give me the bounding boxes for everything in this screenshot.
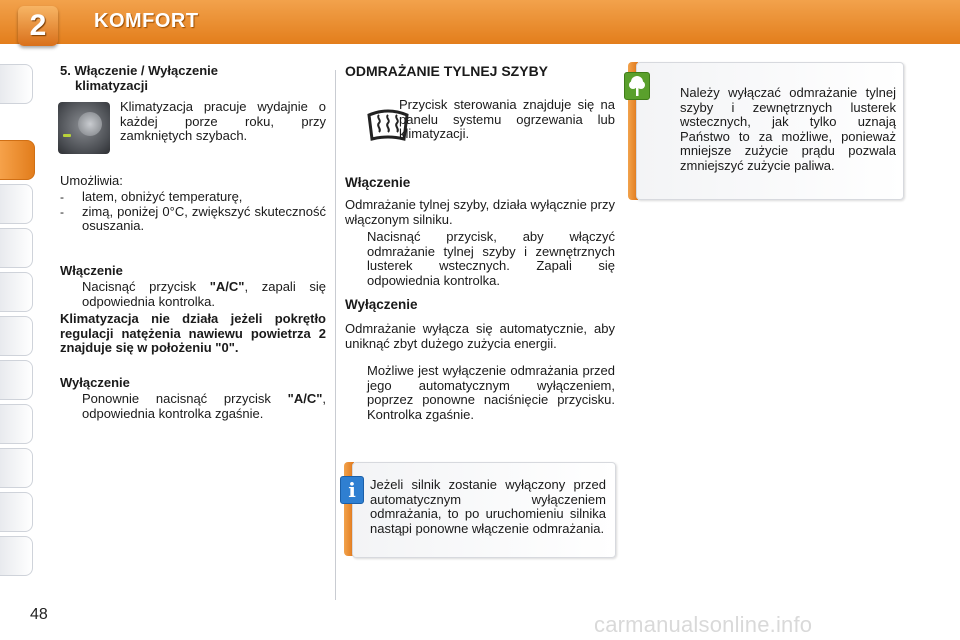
defrost-on-heading: Włączenie bbox=[345, 175, 411, 190]
ac-warning: Klimatyzacja nie działa jeżeli pokrętło regulacji natężenia nawiewu powietrza 2 znajduje się w położeniu "0". bbox=[60, 311, 326, 355]
ac-indicator-icon bbox=[63, 134, 71, 137]
rear-defrost-intro: Przycisk sterowania znajduje się na panelu systemu ogrzewania lub klimatyzacji. bbox=[399, 97, 615, 141]
info-box-text: Jeżeli silnik zostanie wyłączony przed automatycznym wyłączeniem odmrażania, to po uruchomieniu silnika nastąpi ponowne włączenie odmrażania. bbox=[370, 477, 606, 536]
defrost-on-text: Odmrażanie tylnej szyby, działa wyłącznie przy włączonym silniku. bbox=[345, 197, 615, 227]
enables-label: Umożliwia: bbox=[60, 173, 123, 188]
chapter-tab-3[interactable] bbox=[0, 184, 33, 224]
chapter-tab-11[interactable] bbox=[0, 536, 33, 576]
ac-off-instruction: Ponownie nacisnąć przycisk "A/C", odpowiednia kontrolka zgaśnie. bbox=[60, 392, 326, 421]
eco-tree-icon bbox=[624, 72, 650, 100]
eco-box-text: Należy wyłączać odmrażanie tylnej szyby i zewnętrznych lusterek wstecznych, jak tylko uznają Państwo to za możliwe, ponieważ mniejsze zużycie prądu pozwala zmniejszyć zużycie paliwa. bbox=[658, 86, 896, 173]
page-number: 48 bbox=[30, 606, 48, 623]
ac-on-instruction: Nacisnąć przycisk "A/C", zapali się odpowiednia kontrolka. bbox=[60, 280, 326, 309]
chapter-tab-5[interactable] bbox=[0, 272, 33, 312]
ac-knob-icon bbox=[78, 112, 102, 136]
column-divider bbox=[335, 70, 336, 600]
chapter-tab-2[interactable] bbox=[0, 140, 35, 180]
chapter-tab-6[interactable] bbox=[0, 316, 33, 356]
info-icon: i bbox=[340, 476, 364, 504]
chapter-number: 2 bbox=[29, 9, 47, 42]
rear-defrost-title: ODMRAŻANIE TYLNEJ SZYBY bbox=[345, 63, 549, 79]
bullet-finger-icon bbox=[345, 230, 367, 288]
ac-intro-text: Klimatyzacja pracuje wydajnie o każdej porze roku, przy zamkniętych szybach. bbox=[120, 99, 326, 143]
enables-item: - zimą, poniżej 0°C, zwiększyć skuteczność osuszania. bbox=[60, 203, 326, 233]
bullet-finger-icon bbox=[658, 86, 680, 173]
defrost-on-instruction: Nacisnąć przycisk, aby włączyć odmrażanie tylnej szyby i zewnętrznych lusterek wstecznych. Zapali się odpowiednia kontrolka. bbox=[345, 230, 615, 288]
chapter-tab-7[interactable] bbox=[0, 360, 33, 400]
chapter-tab-9[interactable] bbox=[0, 448, 33, 488]
chapter-tab-4[interactable] bbox=[0, 228, 33, 268]
defrost-off-instruction: Możliwe jest wyłączenie odmrażania przed jego automatycznym wyłączeniem, poprzez ponowne naciśnięcie przycisku. Kontrolka zgaśnie. bbox=[345, 364, 615, 422]
watermark: carmanualsonline.info bbox=[594, 612, 813, 637]
chapter-tab-1[interactable] bbox=[0, 64, 33, 104]
chapter-tabs bbox=[0, 64, 34, 576]
defrost-off-text: Odmrażanie wyłącza się automatycznie, aby uniknąć zbyt dużego zużycia energii. bbox=[345, 321, 615, 351]
bullet-finger-icon bbox=[60, 392, 82, 421]
ac-off-heading: Wyłączenie bbox=[60, 375, 130, 390]
bullet-finger-icon bbox=[345, 364, 367, 422]
chapter-tab-10[interactable] bbox=[0, 492, 33, 532]
ac-on-heading: Włączenie bbox=[60, 263, 123, 278]
enables-list bbox=[60, 190, 326, 234]
bullet-finger-icon bbox=[60, 280, 82, 309]
section-title: 5. Włączenie / Wyłączenie klimatyzacji bbox=[60, 63, 218, 93]
chapter-tab-8[interactable] bbox=[0, 404, 33, 444]
defrost-off-heading: Wyłączenie bbox=[345, 297, 418, 312]
enables-item: - latem, obniżyć temperaturę, bbox=[60, 189, 243, 204]
chapter-title: KOMFORT bbox=[94, 10, 199, 32]
